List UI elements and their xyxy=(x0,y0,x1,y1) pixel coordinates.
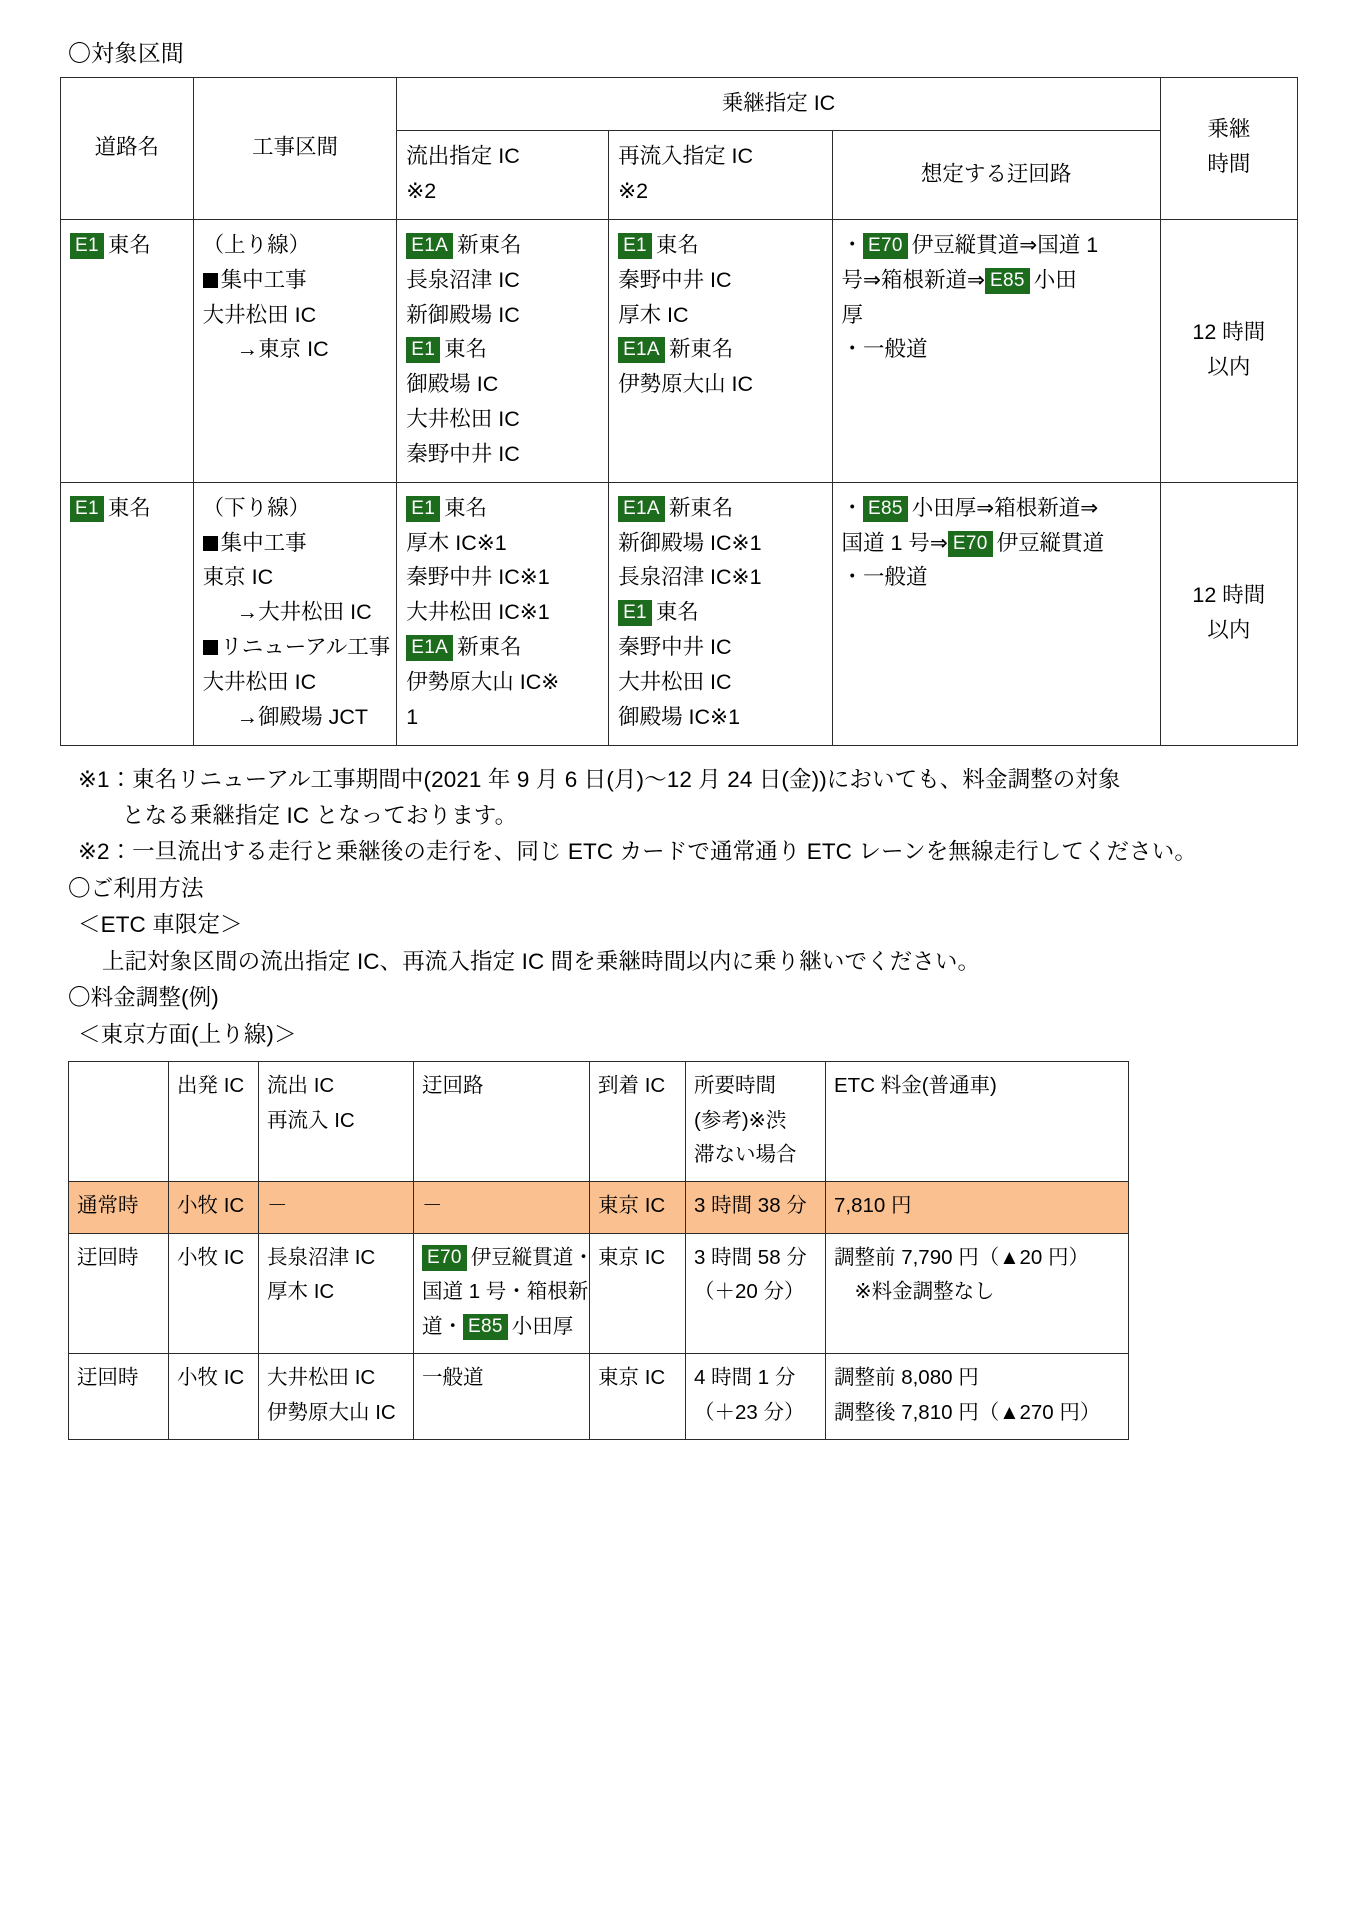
header-transfer-ic-group: 乗継指定 IC xyxy=(397,77,1160,131)
black-square-icon xyxy=(203,273,218,288)
cell-exit-ic-line: 大井松田 IC xyxy=(267,1366,376,1390)
cell-etc-fare-line: 7,810 円 xyxy=(834,1194,912,1218)
route-badge-e1: E1 xyxy=(70,233,104,259)
route-badge-e70: E70 xyxy=(863,233,908,259)
transfer-time-line: 12 時間 xyxy=(1192,582,1266,607)
cell-line: 一般道 xyxy=(422,1366,484,1390)
cell-duration xyxy=(686,1354,826,1440)
cell-line: 国道 1 号⇒ E70 伊豆縦貫道 xyxy=(841,530,1105,555)
cell-line: E1A 新東名 xyxy=(406,630,599,665)
work-section-line: 集中工事 xyxy=(203,526,388,561)
fare-header-exit-ic xyxy=(259,1062,414,1182)
cell-line: ・一般道 xyxy=(841,337,928,362)
route-badge-e1a: E1A xyxy=(618,496,665,522)
header-exit-ic xyxy=(397,131,609,220)
work-section-line: （下り線） xyxy=(202,495,311,520)
cell-work-section xyxy=(193,482,397,745)
cell-line: 御殿場 IC※1 xyxy=(618,704,741,729)
transfer-time-line: 以内 xyxy=(1207,617,1251,642)
fare-table-row xyxy=(69,1354,1129,1440)
header-road-name: 道路名 xyxy=(61,77,194,219)
cell-duration xyxy=(686,1233,826,1353)
cell-duration-line: （＋20 分） xyxy=(694,1280,805,1304)
cell-condition-line: 迂回時 xyxy=(77,1245,139,1269)
work-section-line: 大井松田 IC xyxy=(202,669,317,694)
cell-etc-fare xyxy=(826,1233,1129,1353)
transfer-time-line: 以内 xyxy=(1207,354,1251,379)
cell-line: 秦野中井 IC xyxy=(406,441,520,466)
fare-header-arrival-ic: 到着 IC xyxy=(590,1062,686,1182)
usage-sub-heading: ＜ETC 車限定＞ xyxy=(78,912,243,938)
cell-etc-fare xyxy=(826,1182,1129,1233)
cell-line: ・ E70 伊豆縦貫道⇒国道 1 xyxy=(841,232,1099,257)
black-square-icon xyxy=(203,640,218,655)
cell-line: E1 東名 xyxy=(618,595,822,630)
cell-arrival-ic xyxy=(590,1182,686,1233)
work-section-line: 集中工事 xyxy=(203,263,388,298)
table-row xyxy=(61,219,1298,482)
fare-header-duration xyxy=(686,1062,826,1182)
header-exit-ic-label: 流出指定 IC xyxy=(406,144,520,169)
route-badge-e1a: E1A xyxy=(406,635,453,661)
fare-adjustment-table xyxy=(68,1061,1129,1440)
header-reentry-ic xyxy=(609,131,832,220)
cell-condition-line: 通常時 xyxy=(77,1194,139,1218)
target-sections-heading: 〇対象区間 xyxy=(68,40,184,66)
fare-heading: 〇料金調整(例) xyxy=(68,985,219,1011)
route-badge-e85: E85 xyxy=(463,1314,508,1340)
cell-exit-ic-line: 長泉沼津 IC xyxy=(267,1245,376,1269)
cell-condition xyxy=(69,1354,169,1440)
cell-duration-line: 3 時間 58 分 xyxy=(694,1245,807,1269)
work-section-line: （上り線） xyxy=(202,232,311,257)
cell-arrival-ic xyxy=(590,1233,686,1353)
cell-line: E1 東名 xyxy=(618,228,822,263)
cell-line: E1 東名 xyxy=(70,491,184,526)
usage-heading: 〇ご利用方法 xyxy=(68,875,204,901)
route-badge-e1a: E1A xyxy=(618,337,665,363)
cell-line: ・一般道 xyxy=(841,565,928,590)
cell-departure-ic xyxy=(169,1182,259,1233)
cell-line: E1A 新東名 xyxy=(618,332,822,367)
cell-road-name xyxy=(61,219,194,482)
route-badge-e1: E1 xyxy=(406,337,440,363)
cell-etc-fare-line: ※料金調整なし xyxy=(834,1280,995,1304)
cell-line: E1 東名 xyxy=(406,491,599,526)
cell-exit-ic xyxy=(259,1354,414,1440)
header-exit-ic-note: ※2 xyxy=(406,179,437,204)
fare-header-row xyxy=(69,1062,1129,1182)
cell-exit-ic xyxy=(259,1233,414,1353)
cell-etc-fare-line: 調整前 8,080 円 xyxy=(834,1366,979,1390)
cell-line: － xyxy=(422,1194,443,1218)
fare-sub-heading: ＜東京方面(上り線)＞ xyxy=(78,1021,297,1047)
cell-duration-line: 4 時間 1 分 xyxy=(694,1366,796,1390)
cell-line: 長泉沼津 IC※1 xyxy=(618,565,762,590)
route-badge-e85: E85 xyxy=(863,496,908,522)
fare-table-row xyxy=(69,1233,1129,1353)
fare-header-duration-line2: (参考)※渋 xyxy=(694,1108,787,1132)
cell-detour-route xyxy=(832,482,1160,745)
cell-departure-ic xyxy=(169,1233,259,1353)
cell-transfer-time xyxy=(1160,219,1297,482)
work-section-line: →御殿場 JCT xyxy=(236,704,369,729)
cell-duration-line: 3 時間 38 分 xyxy=(694,1194,807,1218)
cell-line: 大井松田 IC※1 xyxy=(406,600,550,625)
note-2-line-1: ※2：一旦流出する走行と乗継後の走行を、同じ ETC カードで通常通り ETC レーンを無線走行してください。 xyxy=(78,839,1197,865)
cell-line: 厚木 IC※1 xyxy=(406,530,507,555)
fare-table-row xyxy=(69,1182,1129,1233)
cell-exit-ic xyxy=(397,219,609,482)
fare-header-exit-ic-line1: 流出 IC xyxy=(267,1074,335,1098)
cell-line: 秦野中井 IC xyxy=(618,635,732,660)
header-transfer-time-line2: 時間 xyxy=(1207,152,1251,177)
work-section-line: 大井松田 IC xyxy=(202,302,317,327)
usage-body: 上記対象区間の流出指定 IC、再流入指定 IC 間を乗継時間以内に乗り継いでください。 xyxy=(102,948,981,974)
cell-line: 大井松田 IC xyxy=(618,669,732,694)
route-badge-e70: E70 xyxy=(948,531,993,557)
cell-duration-line: （＋23 分） xyxy=(694,1400,805,1424)
header-reentry-ic-note: ※2 xyxy=(618,179,649,204)
cell-exit-ic-line: 厚木 IC xyxy=(267,1280,335,1304)
cell-line: 厚木 IC xyxy=(618,302,689,327)
cell-line: 厚 xyxy=(841,302,864,327)
cell-departure-ic-line: 小牧 IC xyxy=(177,1245,245,1269)
target-sections-body xyxy=(61,219,1298,745)
fare-header-departure-ic: 出発 IC xyxy=(169,1062,259,1182)
black-square-icon xyxy=(203,536,218,551)
table-header-row-1 xyxy=(61,77,1298,131)
cell-departure-ic xyxy=(169,1354,259,1440)
note-1-line-2: となる乗継指定 IC となっております。 xyxy=(122,803,518,829)
cell-line: 新御殿場 IC※1 xyxy=(618,530,762,555)
cell-line: 新御殿場 IC xyxy=(406,302,520,327)
cell-line: E70 伊豆縦貫道・ xyxy=(422,1241,581,1275)
cell-detour xyxy=(414,1354,590,1440)
route-badge-e70: E70 xyxy=(422,1245,467,1271)
header-reentry-ic-label: 再流入指定 IC xyxy=(618,144,754,169)
cell-exit-ic xyxy=(259,1182,414,1233)
cell-road-name xyxy=(61,482,194,745)
cell-line: 号⇒箱根新道⇒ E85 小田 xyxy=(841,267,1077,292)
route-badge-e1a: E1A xyxy=(406,233,453,259)
route-badge-e1: E1 xyxy=(618,600,652,626)
fare-header-etc-fare: ETC 料金(普通車) xyxy=(826,1062,1129,1182)
cell-departure-ic-line: 小牧 IC xyxy=(177,1366,245,1390)
cell-line: E1 東名 xyxy=(70,228,184,263)
header-transfer-time-line1: 乗継 xyxy=(1207,117,1251,142)
cell-detour xyxy=(414,1233,594,1353)
cell-arrival-ic-line: 東京 IC xyxy=(598,1245,666,1269)
route-badge-e85: E85 xyxy=(985,268,1030,294)
cell-line: 伊勢原大山 IC xyxy=(618,372,754,397)
work-section-line: →東京 IC xyxy=(236,337,329,362)
cell-transfer-time xyxy=(1160,482,1297,745)
route-badge-e1: E1 xyxy=(618,233,652,259)
cell-exit-ic-line: － xyxy=(267,1194,288,1218)
work-section-line: →大井松田 IC xyxy=(236,600,372,625)
cell-reentry-ic xyxy=(609,219,832,482)
cell-line: 1 xyxy=(406,704,419,729)
cell-arrival-ic xyxy=(590,1354,686,1440)
cell-line: 秦野中井 IC xyxy=(618,267,732,292)
cell-line: E1A 新東名 xyxy=(406,228,599,263)
cell-duration xyxy=(686,1182,826,1233)
cell-etc-fare-line: 調整後 7,810 円（▲270 円） xyxy=(834,1400,1101,1424)
header-detour-route: 想定する迂回路 xyxy=(832,131,1160,220)
work-section-line: 東京 IC xyxy=(202,565,274,590)
cell-detour xyxy=(414,1182,590,1233)
cell-etc-fare xyxy=(826,1354,1129,1440)
fare-header-detour: 迂回路 xyxy=(414,1062,590,1182)
cell-line: E1A 新東名 xyxy=(618,491,822,526)
cell-exit-ic xyxy=(397,482,609,745)
route-badge-e1: E1 xyxy=(406,496,440,522)
cell-line: 伊勢原大山 IC※ xyxy=(406,669,560,694)
cell-line: 御殿場 IC xyxy=(406,372,499,397)
fare-header-exit-ic-line2: 再流入 IC xyxy=(267,1108,355,1132)
note-1-line-1: ※1：東名リニューアル工事期間中(2021 年 9 月 6 日(月)～12 月 24 日(金))においても、料金調整の対象 xyxy=(78,766,1121,792)
notes-block xyxy=(60,762,1298,871)
cell-etc-fare-line: 調整前 7,790 円（▲20 円） xyxy=(834,1245,1089,1269)
cell-line: 長泉沼津 IC xyxy=(406,267,520,292)
transfer-time-line: 12 時間 xyxy=(1192,320,1266,345)
cell-line: 国道 1 号・箱根新 xyxy=(422,1280,589,1304)
cell-condition-line: 迂回時 xyxy=(77,1366,139,1390)
work-section-line: リニューアル工事 xyxy=(203,630,388,665)
fare-header-duration-line1: 所要時間 xyxy=(694,1074,776,1098)
cell-line: 秦野中井 IC※1 xyxy=(406,565,550,590)
cell-line: E1 東名 xyxy=(406,332,599,367)
cell-exit-ic-line: 伊勢原大山 IC xyxy=(267,1400,396,1424)
cell-detour-route xyxy=(832,219,1160,482)
route-badge-e1: E1 xyxy=(70,496,104,522)
header-transfer-time xyxy=(1160,77,1297,219)
cell-reentry-ic xyxy=(609,482,832,745)
fare-table-body xyxy=(69,1182,1129,1440)
cell-work-section xyxy=(193,219,397,482)
cell-line: 道・ E85 小田厚 xyxy=(422,1314,574,1338)
fare-header-condition xyxy=(69,1062,169,1182)
cell-arrival-ic-line: 東京 IC xyxy=(598,1366,666,1390)
cell-departure-ic-line: 小牧 IC xyxy=(177,1194,245,1218)
cell-condition xyxy=(69,1233,169,1353)
fare-header-duration-line3: 滞ない場合 xyxy=(694,1142,797,1166)
table-row xyxy=(61,482,1298,745)
cell-arrival-ic-line: 東京 IC xyxy=(598,1194,666,1218)
cell-line: 大井松田 IC xyxy=(406,407,520,432)
target-sections-table xyxy=(60,77,1298,746)
cell-condition xyxy=(69,1182,169,1233)
cell-line: ・ E85 小田厚⇒箱根新道⇒ xyxy=(841,495,1099,520)
header-work-section: 工事区間 xyxy=(193,77,397,219)
